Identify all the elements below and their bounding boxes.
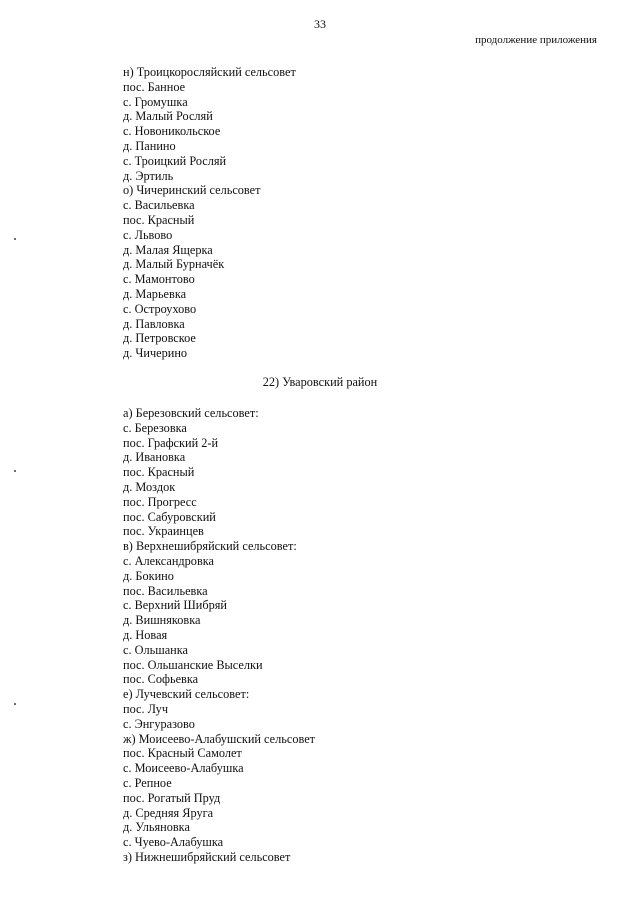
- list-item: с. Троицкий Росляй: [123, 153, 227, 168]
- list-item: пос. Ольшанские Выселки: [123, 657, 263, 672]
- list-item: в) Верхнешибряйский сельсовет:: [123, 539, 297, 554]
- list-item: д. Моздок: [123, 479, 176, 494]
- section-heading: 22) Уваровский район: [262, 375, 378, 389]
- list-item: с. Моисеево-Алабушка: [123, 761, 244, 776]
- list-item: д. Эртиль: [123, 168, 174, 183]
- list-item: с. Громушка: [123, 94, 188, 109]
- continuation-note: продолжение приложения: [475, 34, 597, 46]
- list-item: пос. Банное: [123, 79, 186, 94]
- list-item: пос. Красный: [123, 465, 195, 480]
- list-item: о) Чичеринский сельсовет: [123, 183, 261, 198]
- list-item: пос. Графский 2-й: [123, 435, 219, 450]
- list-item: пос. Васильевка: [123, 583, 208, 598]
- list-item: с. Репное: [123, 775, 172, 790]
- list-item: д. Петровское: [123, 331, 196, 346]
- list-item: пос. Украинцев: [123, 524, 204, 539]
- list-item: пос. Сабуровский: [123, 509, 216, 524]
- list-item: д. Марьевка: [123, 286, 187, 301]
- list-item: с. Березовка: [123, 420, 187, 435]
- list-item: с. Ольшанка: [123, 642, 188, 657]
- list-item: д. Вишняковка: [123, 613, 201, 628]
- settlement-list-top: [123, 65, 296, 361]
- list-item: д. Панино: [123, 138, 176, 153]
- list-item: д. Новая: [123, 627, 168, 642]
- list-item: д. Павловка: [123, 316, 185, 331]
- list-item: с. Энгуразово: [123, 716, 195, 731]
- margin-mark: [14, 703, 16, 705]
- list-item: д. Малая Ящерка: [123, 242, 213, 257]
- list-item: з) Нижнешибряйский сельсовет: [123, 849, 291, 864]
- page-number: 33: [314, 17, 326, 31]
- list-item: пос. Красный Самолет: [123, 746, 242, 761]
- list-item: н) Троицкоросляйский сельсовет: [123, 65, 296, 79]
- list-item: д. Средняя Яруга: [123, 805, 214, 820]
- list-item: пос. Софьевка: [123, 672, 199, 687]
- list-item: д. Малый Росляй: [123, 109, 213, 124]
- list-item: д. Ивановка: [123, 450, 186, 465]
- list-item: с. Львово: [123, 227, 173, 242]
- list-item: пос. Рогатый Пруд: [123, 790, 221, 805]
- list-item: д. Малый Бурначёк: [123, 257, 225, 272]
- settlement-list-bottom: [123, 406, 315, 865]
- list-item: пос. Прогресс: [123, 494, 197, 509]
- list-item: пос. Красный: [123, 212, 195, 227]
- list-item: д. Чичерино: [123, 346, 188, 361]
- margin-mark: [14, 238, 16, 240]
- list-item: е) Лучевский сельсовет:: [123, 687, 250, 702]
- list-item: с. Мамонтово: [123, 272, 195, 287]
- list-item: д. Бокино: [123, 568, 174, 583]
- list-item: а) Березовский сельсовет:: [123, 406, 259, 420]
- list-item: пос. Луч: [123, 701, 169, 716]
- list-item: с. Чуево-Алабушка: [123, 835, 224, 850]
- list-item: с. Васильевка: [123, 198, 195, 213]
- list-item: д. Ульяновка: [123, 820, 190, 835]
- list-item: с. Александровка: [123, 553, 215, 568]
- margin-mark: [14, 470, 16, 472]
- list-item: ж) Моисеево-Алабушский сельсовет: [123, 731, 316, 746]
- list-item: с. Новоникольское: [123, 124, 221, 139]
- list-item: с. Остроухово: [123, 301, 197, 316]
- list-item: с. Верхний Шибряй: [123, 598, 228, 613]
